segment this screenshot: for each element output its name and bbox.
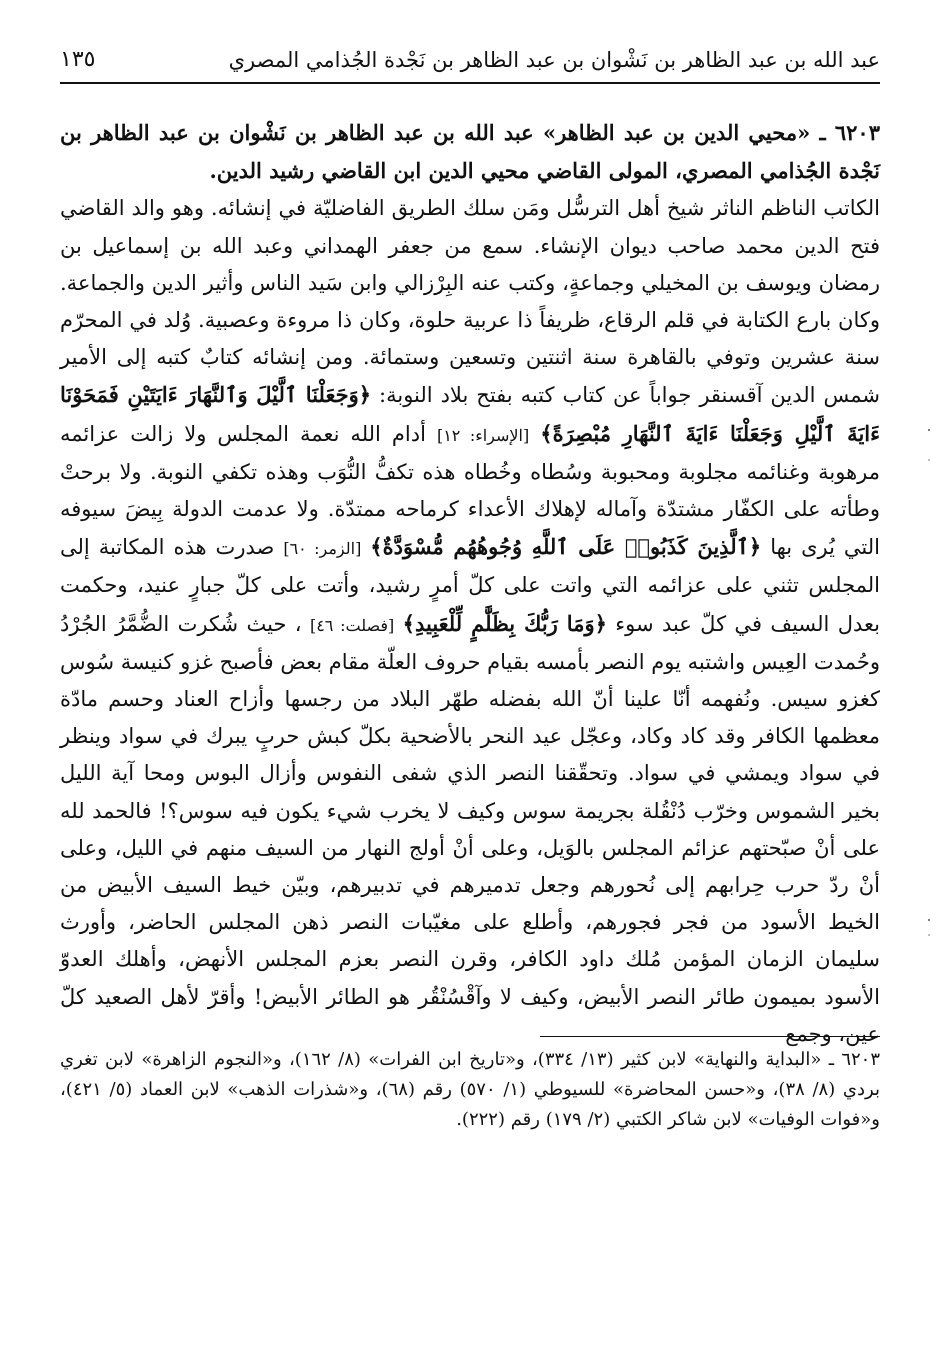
main-text xyxy=(60,114,880,1046)
body-text-4: ، حيث شُكرت الضُّمَّرُ الجُرْدُ وحُمدت العِيس واشتبه يوم النصر بأمسه بقيام حروف العلّة مقام بعض فأصبح غزو كنيسة سُوس كغزو سيس. ونُفهمه أنّا علينا أنّ الله بفضله طهّر البلاد من رجسها وأزاح العناد وحسم مادّة معظمها الكافر وقد كاد وكاد، وعجّل عيد النحر بالأضحية بكلّ كبش حربٍ يبرك في سواد وينظر في سواد ويمشي في سواد. وتحقّقنا النصر الذي شفى النفوس وأزال البوس ومحا آية الليل بخير الشموس وخرّب دُنْقُلة بجريمة سوس وكيف لا يخرب شيء يكون فيه سوس؟! فالحمد لله على أنْ صبّحتهم عزائم المجلس بالوَيل، وعلى أنْ أولج النهار من السيف منهم في الليل، وعلى أنْ ردّ حرب حِرابهم إلى نُحورهم وجعل تدميرهم في تدبيرهم، وبيّن خيط السيف الأبيض من الخيط الأسود من فجر فجورهم، وأطلع على مغيّبات النصر ذهن المجلس الحاضر، وأورث سليمان الزمان المؤمن مُلك داود الكافر، وقرن النصر بعزم المجلس الأنهض، وأهلك العدوّ الأسود بميمون طائر النصر الأبيض، وكيف لا وآقْسُنْقُر هو الطائر الأبيض! وأقرّ لأهل الصعيد كلّ عين، وجمع xyxy=(60,611,880,1046)
entry-heading: ٦٢٠٣ ـ «محيي الدين بن عبد الظاهر» عبد الله بن عبد الظاهر بن نَشْوان بن عبد الظاهر بن نَجْدة الجُذامي المصري، المولى القاضي محيي الدين ابن القاضي رشيد الدين. xyxy=(60,120,880,184)
quran-verse-3: ﴿وَمَا رَبُّكَ بِظَلَّٰمٍ لِّلْعَبِيدِ﴾ xyxy=(402,610,607,636)
body-text-2: أدام الله نعمة المجلس ولا زالت عزائمه مرهوبة وغنائمه مجلوبة ومحبوبة وسُطاه وخُطاه هذه تكفُّ النُّوَب وهذه تكفي النوبة. ولا برحتْ وطأته على الكفّار مشتدّة وآماله لإهلاك الأعداء كرماحه ممتدّة. ولا عدمت الدولة بِيضَ سيوفه التي يُرى بها xyxy=(60,421,880,560)
verse-reference-2: [الزمر: ٦٠] xyxy=(283,539,362,559)
body-text-1: الكاتب الناظم الناثر شيخ أهل الترسُّل ومَن سلك الطريق الفاضليّة في إنشائه. وهو والد القاضي فتح الدين محمد صاحب ديوان الإنشاء. سمع من جعفر الهمداني وعبد الله بن إسماعيل بن رمضان ويوسف بن المخيلي وجماعةٍ، وكتب عنه البِرْزالي وابن سَيد الناس وأثير الدين والجماعة. وكان بارع الكتابة في قلم الرقاع، ظريفاً ذا عربية حلوة، وكان ذا مروءة وعصبية. وُلد في المحرّم سنة عشرين وتوفي بالقاهرة سنة اثنتين وتسعين وستمائة. ومن إنشائه كتابٌ كتبه إلى الأمير شمس الدين آقسنقر جواباً عن كتاب كتبه بفتح بلاد النوبة: xyxy=(60,196,880,408)
footnote-line: ٦٢٠٣ ـ «البداية والنهاية» لابن كثير (١٣/ ٣٣٤)، و«تاريخ ابن الفرات» (٨/ ١٦٢)، و«النجوم الزاهرة» لابن تغري بردي (٨/ ٣٨)، و«حسن المحاضرة» للسيوطي (١/ ٥٧٠) رقم (٦٨)، و«شذرات الذهب» لابن العماد (٥/ ٤٢١)، و«فوات الوفيات» لابن شاكر الكتبي (٢/ ١٧٩) رقم (٢٢٢). xyxy=(60,1049,880,1130)
biography-entry xyxy=(60,114,880,190)
body-text-3: صدرت هذه المكاتبة إلى المجلس تثني على عزائمه التي واتت على كلّ أمرٍ رشيد، وأتت على كلّ جبارٍ عنيد، وحكمت بعدل السيف في كلّ عبد سوء xyxy=(60,535,880,636)
page-number: ١٣٥ xyxy=(60,47,96,72)
running-header xyxy=(60,38,880,84)
verse-reference-1: [الإسراء: ١٢] xyxy=(436,425,530,445)
quran-verse-1: ﴿وَجَعَلْنَا ٱلَّيْلَ وَٱلنَّهَارَ ءَايَتَيْنِ فَمَحَوْنَا ءَايَةَ ٱلَّيْلِ وَجَعَلْنَا ءَايَةَ ٱلنَّهَارِ مُبْصِرَةً﴾ xyxy=(60,382,880,446)
verse-reference-3: [فصلت: ٤٦] xyxy=(309,615,395,635)
margin-scan-marks xyxy=(926,420,932,940)
header-title: عبد الله بن عبد الظاهر بن نَشْوان بن عبد الظاهر بن نَجْدة الجُذامي المصري xyxy=(228,48,880,72)
quran-verse-2: ﴿ٱلَّذِينَ كَذَبُوا۟ عَلَى ٱللَّهِ وُجُوهُهُم مُّسْوَدَّةٌ﴾ xyxy=(370,534,762,560)
footnotes xyxy=(60,1045,880,1135)
book-page xyxy=(60,38,880,1135)
biography-body xyxy=(60,190,880,1053)
